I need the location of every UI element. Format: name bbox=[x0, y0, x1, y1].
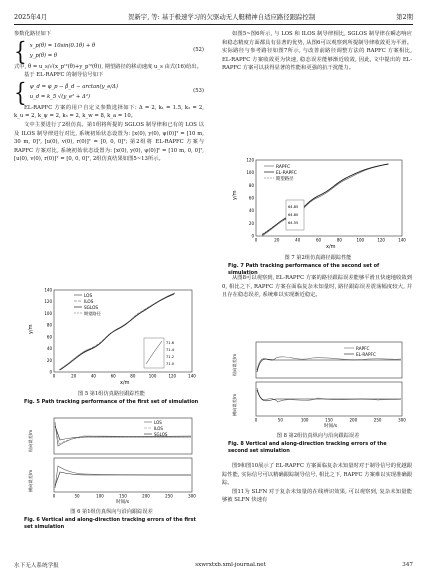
fig8-caption-en: Fig. 8 Vertical and along-direction tracking errors of the second set simulation bbox=[228, 441, 387, 454]
right-column-cont bbox=[222, 274, 412, 300]
tick-label: 100 bbox=[246, 170, 254, 176]
paragraph: EL-RAPFC 方案的用户自定义参数选择如下: Δ = 2, k₁ = 1.5, k₂ = 2, k_u = 2, k_ψ = 2, k₃ = 2, k_w = 8, k_a = 10。 bbox=[14, 104, 204, 120]
rapfc-error-curve-lower bbox=[257, 388, 401, 402]
tick-label: 250 bbox=[373, 417, 382, 423]
fig8-xlabel: 时间/s bbox=[324, 424, 338, 428]
running-header bbox=[14, 10, 413, 22]
fig6-legend bbox=[144, 420, 168, 437]
tick-label: 20 bbox=[46, 357, 52, 363]
rapfc-error-curve bbox=[257, 357, 401, 370]
header-title: 贺新宇, 等: 基于极速学习的欠驱动无人艇精神自适应路径跟踪控制 bbox=[128, 12, 316, 21]
page-number: 347 bbox=[402, 562, 413, 568]
sglos-error-curve-lower bbox=[55, 472, 191, 486]
tick-label: 50 bbox=[277, 417, 283, 423]
fig6-caption-cn: 图 6 第1组仿真纵向与沿向跟踪误差 bbox=[70, 509, 153, 515]
fig7-xlabel: x/m bbox=[326, 244, 336, 250]
fig5-caption-en: Fig. 5 Path tracking performance of the first set of simulation bbox=[24, 399, 199, 405]
tick-label: 40 bbox=[295, 237, 301, 243]
figure-8 bbox=[228, 340, 408, 456]
tick-label: 40 bbox=[46, 346, 52, 352]
legend-item: ILOS bbox=[154, 426, 163, 431]
footer-url: sxwrxtxb.xml-journal.net bbox=[195, 562, 266, 568]
fig8-legend bbox=[344, 346, 376, 357]
legend-item: SGLOS bbox=[84, 305, 99, 310]
los-error-curve bbox=[55, 422, 191, 446]
paragraph: 图11为 SLFN 对于复杂未知量的在线辨识效果, 可以观察到, 复杂未知量能够被 SLFN 快速有 bbox=[222, 488, 412, 504]
fig5-legend bbox=[74, 293, 102, 317]
header-issue: 第2期 bbox=[396, 12, 413, 21]
equation-line: u_d = k_5 √(y_e² + Δ²) bbox=[29, 93, 91, 100]
fig6-ylabel-bottom: 横向误差/m bbox=[28, 469, 33, 492]
fig7-caption-cn: 图 7 第2组仿真路径跟踪性能 bbox=[284, 255, 352, 261]
legend-item: ILOS bbox=[84, 299, 94, 304]
tick-label: 60 bbox=[248, 195, 254, 201]
legend-item: EL-RAPFC bbox=[276, 171, 297, 176]
tick-label: 140 bbox=[398, 237, 406, 243]
tick-label: 40 bbox=[90, 373, 96, 379]
running-footer bbox=[14, 559, 413, 571]
tick-label: 120 bbox=[377, 237, 385, 243]
fig8-ylabel-top: 纵向误差/m bbox=[232, 353, 237, 376]
tick-label: 200 bbox=[142, 493, 150, 499]
tick-label: 40 bbox=[248, 208, 254, 214]
fig6-xlabel: 时间/s bbox=[116, 500, 130, 504]
header-date: 2025年4月 bbox=[14, 12, 48, 21]
tick-label: 60 bbox=[316, 237, 322, 243]
equation-52: { x_p(θ) = 10sin(0.1θ) + θ y_p(θ) = θ (52) bbox=[14, 35, 204, 66]
tick-label: 140 bbox=[188, 373, 196, 379]
tick-label: 80 bbox=[336, 237, 342, 243]
right-column bbox=[222, 30, 412, 73]
legend-item: LOS bbox=[154, 420, 162, 425]
tick-label: 120 bbox=[168, 373, 177, 379]
equation-line: y_p(θ) = θ bbox=[29, 52, 58, 59]
equation-number: (53) bbox=[193, 88, 204, 95]
fig8-caption-cn: 图 8 第2组仿真纵向与沿向跟踪误差 bbox=[276, 433, 360, 439]
fig7-ylabel: y/m bbox=[232, 190, 238, 200]
zoom-label: 71.0 bbox=[166, 362, 175, 366]
tick-label: 0 bbox=[251, 233, 254, 239]
fig6-plot bbox=[24, 416, 199, 504]
figure-5 bbox=[24, 286, 199, 407]
legend-item: 期望路径 bbox=[276, 177, 294, 182]
tick-label: 150 bbox=[119, 493, 127, 499]
fig5-ylabel: y/m bbox=[28, 324, 34, 334]
paragraph: 基于 EL-RAPFC 的制导信号如下 bbox=[24, 72, 104, 79]
equation-line: x_p(θ) = 10sin(0.1θ) + θ bbox=[29, 42, 96, 49]
tick-label: 0 bbox=[52, 373, 56, 379]
tick-label: 100 bbox=[44, 310, 52, 316]
legend-item: RAPFC bbox=[276, 165, 291, 170]
tick-label: 200 bbox=[349, 417, 358, 423]
tick-label: 120 bbox=[44, 299, 52, 305]
equation-number: (52) bbox=[193, 47, 204, 54]
legend-item: RAPFC bbox=[356, 346, 370, 351]
legend-item: EL-RAPFC bbox=[356, 352, 376, 357]
header-rule bbox=[14, 24, 413, 25]
fig8-ylabel-bottom: 横向误差/m bbox=[232, 393, 237, 416]
paragraph: 从图8可以观察到, EL-RAPFC 方案的路径跟踪误差能够平滑且快速地收敛到0, 相比之下, RAPFC 方案在面临复杂未知量时, 路径跟踪误差震荡幅度较大, 并且存在稳态误差, 系统难以实现渐近稳定。 bbox=[222, 275, 412, 299]
zoom-label: 71.6 bbox=[166, 341, 175, 345]
tick-label: 100 bbox=[300, 417, 309, 423]
tick-label: 0 bbox=[49, 369, 52, 375]
zoom-label: 64.85 bbox=[288, 205, 299, 209]
zoom-label: 64.80 bbox=[288, 213, 299, 217]
figure-6 bbox=[24, 416, 199, 532]
tick-label: 50 bbox=[74, 493, 80, 499]
fig5-plot bbox=[24, 286, 199, 386]
fig7-caption-en: Fig. 7 Path tracking performance of the second set of simulation bbox=[228, 263, 380, 276]
tick-label: 60 bbox=[46, 334, 52, 340]
tick-label: 250 bbox=[165, 493, 173, 499]
tick-label: 20 bbox=[71, 373, 77, 379]
tick-label: 0 bbox=[254, 237, 258, 243]
tick-label: 60 bbox=[110, 373, 116, 379]
tick-label: 100 bbox=[96, 493, 104, 499]
paragraph: 图9和图10展示了 EL-RAPFC 方案面临复杂未知量时对于制导信号的优越跟踪性能, 实际信号可以精确跟踪制导信号, 相比之下, RAPFC 方案难以实现准确跟踪。 bbox=[222, 463, 412, 487]
legend-item: LOS bbox=[84, 293, 93, 298]
equation-line: ψ_d = φ_p − β_d − arctan(y_e/Δ) bbox=[29, 83, 119, 90]
left-column bbox=[14, 30, 204, 164]
footer-journal: 水下无人系统学报 bbox=[14, 563, 59, 569]
ilos-error-curve bbox=[55, 424, 191, 444]
fig8-plot bbox=[228, 340, 408, 428]
paragraph: 参数化路径如下 bbox=[14, 31, 52, 37]
right-column-end bbox=[222, 462, 412, 505]
tick-label: 140 bbox=[44, 287, 52, 293]
zoom-label: 71.4 bbox=[166, 348, 175, 352]
tick-label: 80 bbox=[248, 182, 254, 188]
legend-item: 期望路径 bbox=[84, 311, 101, 316]
zoom-label: 71.2 bbox=[166, 355, 175, 359]
tick-label: 300 bbox=[188, 493, 196, 499]
tick-label: 80 bbox=[130, 373, 136, 379]
fig6-ylabel-top: 纵向误差/m bbox=[28, 429, 33, 452]
fig7-plot bbox=[228, 156, 408, 250]
tick-label: 0 bbox=[254, 417, 258, 423]
fig5-xlabel: x/m bbox=[120, 380, 130, 386]
equation-53: { ψ_d = φ_p − β_d − arctan(y_e/Δ) u_d = k_5 √(y_e² + Δ²) (53) bbox=[14, 76, 204, 107]
tick-label: 100 bbox=[148, 373, 157, 379]
paragraph: 如图5~图6所示, 与 LOS 和 ILOS 制导律相比, SGLOS 制导律在瞬态响应和稳态精度方面都具有显著的优势, 从图6可以观察到所提制导律收敛更为平滑。实际路径与参考路径如图7所示, 与改善前路径调整方法的 RAPFC 方案相比, EL-RAPFC 方案收敛更为快速, 稳态误差能够渐近收敛, 因此, 文中提出的 EL-RAPFC 方案可以获得显著的性能和更强的抗干扰能力。 bbox=[222, 31, 412, 72]
fig5-caption-cn: 图 5 第1组仿真路径跟踪性能 bbox=[78, 391, 145, 397]
figure-7 bbox=[228, 156, 408, 278]
el-rapfc-error-curve bbox=[257, 359, 401, 372]
tick-label: 100 bbox=[356, 237, 365, 243]
fig7-legend bbox=[264, 164, 297, 182]
paragraph: 式中, θ̇ = u_s/√(x_p'²(θ)+y_p'²(θ)), 期望路径的移动速度 u_s 由式(16)给出。 bbox=[14, 63, 202, 70]
tick-label: 20 bbox=[274, 237, 280, 243]
tick-label: 80 bbox=[46, 322, 52, 328]
paragraph: 文中主要进行了2组仿真。第1组将所提的 SGLOS 制导律和已有的 LOS 以及 ILOS 制导律进行对比, 系统初始状态设置为: [x(0), y(0), ψ(0)]ᵀ = [10 m, 30 m, 0]ᵀ, [u(0), v(0), r(0)]ᵀ = [0, 0, 0]ᵀ; 第2组将 EL-RAPFC 方案与 RAPFC 方案对比, 系统初始状态设置为: [x(0), y(0), ψ(0)]ᵀ = [10 m, 0, 0]ᵀ, [u(0), v(0), r(0)]ᵀ = [0, 0, 0]ᵀ, 2组仿真结果如图5~13所示。 bbox=[14, 121, 204, 163]
zoom-label: 64.55 bbox=[288, 221, 299, 225]
legend-item: SGLOS bbox=[154, 432, 168, 437]
fig6-caption-en: Fig. 6 Vertical and along-direction tracking errors of the first set simulation bbox=[24, 517, 196, 530]
tick-label: 120 bbox=[246, 157, 254, 163]
tick-label: 300 bbox=[398, 417, 406, 423]
el-rapfc-error-curve-lower bbox=[257, 390, 401, 401]
tick-label: 150 bbox=[325, 417, 333, 423]
tick-label: 20 bbox=[248, 220, 254, 226]
los-error-curve-lower bbox=[55, 466, 191, 488]
tick-label: 0 bbox=[52, 493, 56, 499]
